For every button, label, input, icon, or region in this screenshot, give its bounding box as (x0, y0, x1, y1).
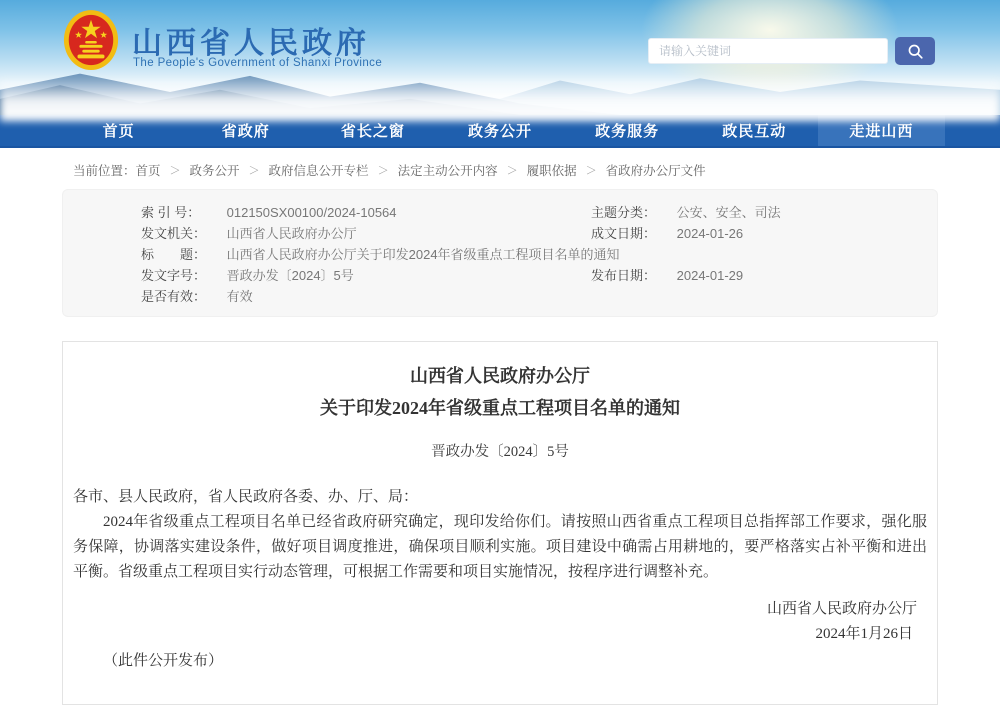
metadata-label: 发文字号： (141, 268, 207, 283)
search-bar (648, 37, 935, 65)
metadata-row-publish-date (591, 265, 781, 286)
metadata-label: 标 题： (141, 247, 207, 262)
nav-item-interaction[interactable]: 政民互动 (722, 123, 787, 140)
breadcrumb-item-duty-basis[interactable]: 履职依据 (526, 164, 577, 178)
breadcrumb-item-info-column[interactable]: 政府信息公开专栏 (268, 164, 369, 178)
breadcrumb-separator-icon: ＞ (169, 165, 181, 177)
metadata-row-doc-number (141, 265, 620, 286)
metadata-value: 晋政办发〔2024〕5号 (226, 268, 354, 283)
nav-item-home[interactable]: 首页 (102, 123, 135, 140)
breadcrumb-prefix: 当前位置： (73, 164, 136, 178)
document-signer: 山西省人民政府办公厅 (766, 601, 917, 617)
nav-item-government[interactable]: 省政府 (221, 123, 270, 140)
metadata-value: 公安、安全、司法 (676, 205, 781, 220)
national-emblem-icon (62, 8, 120, 74)
site-subtitle: The People's Government of Shanxi Province (133, 57, 383, 69)
nav-item-governor[interactable]: 省长之窗 (340, 123, 405, 140)
search-button[interactable] (895, 37, 935, 65)
metadata-row-issuing-agency (141, 223, 620, 244)
document-metadata-panel (62, 189, 938, 317)
metadata-label: 索 引 号： (141, 205, 201, 220)
breadcrumb-separator-icon: ＞ (248, 165, 260, 177)
search-icon (907, 43, 924, 60)
document-salutation: 各市、县人民政府，省人民政府各委、办、厅、局： (73, 489, 419, 505)
metadata-value: 有效 (226, 289, 253, 304)
breadcrumb-separator-icon: ＞ (377, 165, 389, 177)
breadcrumb-separator-icon: ＞ (506, 165, 518, 177)
document-title-line1: 山西省人民政府办公厅 (410, 366, 590, 386)
metadata-right-column (591, 202, 781, 286)
document-paragraph: 2024年省级重点工程项目名单已经省政府研究确定，现印发给你们。请按照山西省重点工程项目总指挥部工作要求，强化服务保障，协调落实建设条件，做好项目调度推进，确保项目顺利实施。项目建设中确需占用耕地的，要严格落实占补平衡和进出平衡。省级重点工程项目实行动态管理，可根据工作需要和项目实施情况，按程序进行调整补充。 (73, 514, 927, 580)
search-input[interactable] (648, 38, 888, 64)
breadcrumb-item-office-docs[interactable]: 省政府办公厅文件 (605, 164, 706, 178)
metadata-label: 成文日期： (591, 226, 657, 241)
nav-item-about-shanxi[interactable]: 走进山西 (818, 115, 945, 146)
nav-item-disclosure[interactable]: 政务公开 (467, 123, 532, 140)
metadata-row-validity (141, 286, 620, 307)
metadata-row-written-date (591, 223, 781, 265)
metadata-value: 012150SX00100/2024-10564 (226, 205, 397, 220)
document-content-panel (62, 341, 938, 705)
breadcrumb-item-disclosure[interactable]: 政务公开 (189, 164, 240, 178)
breadcrumb (73, 161, 940, 179)
breadcrumb-item-statutory[interactable]: 法定主动公开内容 (397, 164, 498, 178)
site-title: 山西省人民政府 (132, 27, 370, 60)
metadata-label: 发布日期： (591, 268, 657, 283)
document-number: 晋政办发〔2024〕5号 (431, 444, 569, 460)
breadcrumb-item-home[interactable]: 首页 (135, 164, 161, 178)
cloud-fog (0, 75, 1000, 121)
metadata-value: 2024-01-26 (676, 226, 744, 241)
site-banner (0, 0, 1000, 115)
metadata-row-topic-category (591, 202, 781, 223)
metadata-left-column (141, 202, 620, 307)
document-title-line2: 关于印发2024年省级重点工程项目名单的通知 (320, 398, 680, 418)
metadata-label: 发文机关： (141, 226, 207, 241)
metadata-row-title (141, 244, 620, 265)
breadcrumb-separator-icon: ＞ (585, 165, 597, 177)
metadata-value: 山西省人民政府办公厅 (226, 226, 357, 241)
document-footnote: （此件公开发布） (103, 653, 224, 669)
metadata-value: 山西省人民政府办公厅关于印发2024年省级重点工程项目名单的通知 (226, 247, 620, 262)
nav-item-services[interactable]: 政务服务 (595, 123, 660, 140)
metadata-label: 主题分类： (591, 205, 657, 220)
metadata-label: 是否有效： (141, 289, 207, 304)
metadata-value: 2024-01-29 (676, 268, 744, 283)
document-date: 2024年1月26日 (815, 626, 913, 642)
metadata-row-index-no (141, 202, 620, 223)
